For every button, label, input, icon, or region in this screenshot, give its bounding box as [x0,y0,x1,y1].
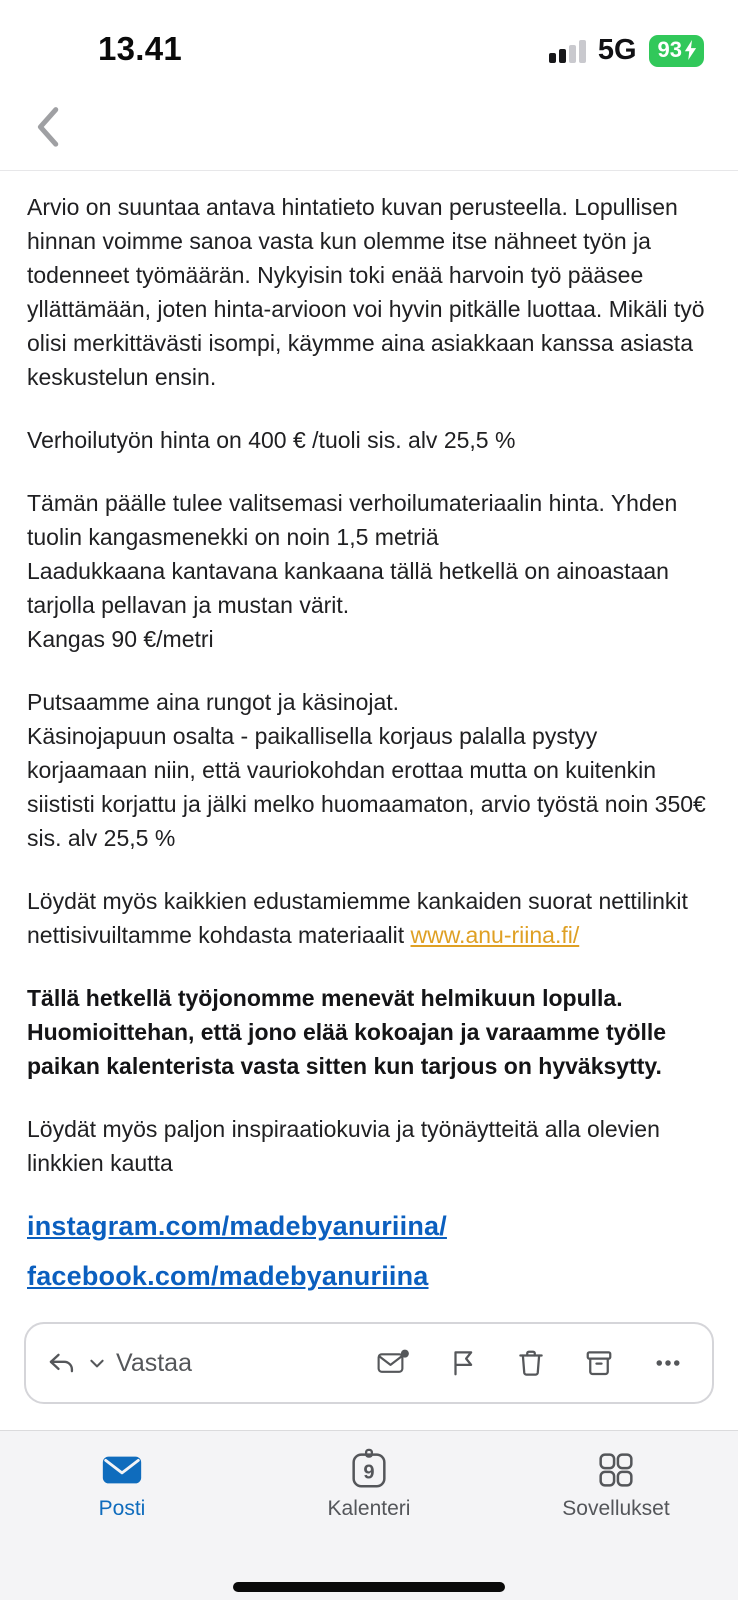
charging-bolt-icon [684,40,697,60]
chevron-left-icon [27,102,73,148]
battery-percent: 93 [657,37,682,62]
calendar-day-number: 9 [363,1461,375,1484]
envelope-dot-icon [376,1348,410,1378]
home-indicator[interactable] [233,1582,505,1592]
archive-box-icon [584,1348,614,1378]
reply-label: Vastaa [116,1348,192,1377]
apps-grid-icon [593,1447,639,1493]
calendar-icon [346,1447,392,1493]
material-line-1: Tämän päälle tulee valitsemasi verhoilumateriaalin hinta. Yhden tuolin kangasmenekki on noin 1,5 metriä [27,490,678,550]
email-body [27,190,713,1309]
trash-icon [516,1348,546,1378]
tab-calendar[interactable] [299,1447,439,1600]
envelope-filled-icon [99,1447,145,1493]
material-line-3: Kangas 90 €/metri [27,626,214,652]
reply-toolbar [24,1322,714,1404]
delete-button[interactable] [516,1348,546,1378]
website-link[interactable]: www.anu-riina.fi/ [410,922,580,948]
archive-button[interactable] [584,1348,614,1378]
header-divider [0,170,738,171]
tab-apps[interactable] [546,1447,686,1600]
tab-mail-label: Posti [98,1497,146,1520]
links-intro-paragraph [27,884,713,952]
facebook-link[interactable]: facebook.com/madebyanuriina [27,1261,429,1291]
reply-button[interactable] [46,1349,192,1378]
battery-icon [649,35,704,67]
chevron-down-icon [88,1354,106,1372]
toolbar-actions [376,1348,684,1378]
instagram-link[interactable]: instagram.com/madebyanuriina/ [27,1211,447,1241]
more-button[interactable] [652,1348,684,1378]
material-line-2: Laadukkaana kantavana kankaana tällä hetkellä on ainoastaan tarjolla pellavan ja mustan värit. [27,558,669,618]
links-intro-text: Löydät myös kaikkien edustamiemme kankaiden suorat nettilinkit nettisivuiltamme kohdasta materiaalit [27,888,688,948]
estimate-paragraph: Arvio on suuntaa antava hintatieto kuvan perusteella. Lopullisen hinnan voimme sanoa vasta kun olemme itse nähneet työn ja todenneet työmäärän. Nykyisin toki enää harvoin työ pääsee yllättämään, joten hinta-arvioon voi hyvin pitkälle luottaa. Mikäli työ olisi merkittävästi isompi, käymme aina asiakkaan kanssa asiasta keskustelun ensin. [27,194,705,390]
tab-apps-label: Sovellukset [562,1497,670,1520]
material-paragraph [27,486,713,656]
reply-arrow-icon [46,1349,78,1377]
mark-unread-button[interactable] [376,1348,410,1378]
cellular-signal-icon [549,39,586,63]
frames-paragraph [27,685,713,855]
frames-line-1: Putsaamme aina rungot ja käsinojat. [27,689,400,715]
tab-calendar-label: Kalenteri [327,1497,411,1520]
price-paragraph: Verhoilutyön hinta on 400 € /tuoli sis. alv 25,5 % [27,427,516,453]
tab-bar [0,1430,738,1600]
status-time: 13.41 [98,30,183,67]
status-bar [0,0,738,100]
queue-paragraph: Tällä hetkellä työjonomme menevät helmikuun lopulla. Huomioittehan, että jono elää kokoajan ja varaamme työlle paikan kalenterista vasta sitten kun tarjous on hyväksytty. [27,985,667,1079]
tab-mail[interactable] [52,1447,192,1600]
social-links [27,1209,713,1293]
flag-button[interactable] [448,1348,478,1378]
inspiration-paragraph: Löydät myös paljon inspiraatiokuvia ja työnäytteitä alla olevien linkkien kautta [27,1116,660,1176]
network-type: 5G [597,34,637,66]
back-button[interactable] [22,98,78,154]
flag-icon [448,1348,478,1378]
ellipsis-icon [652,1348,684,1378]
status-right-cluster [549,34,704,67]
frames-line-2: Käsinojapuun osalta - paikallisella korjaus palalla pystyy korjaamaan niin, että vauriokohdan erottaa mutta on kuitenkin siististi korjattu ja jälki melko huomaamaton, arvio työstä noin 350€ sis. alv 25,5 % [27,723,706,851]
